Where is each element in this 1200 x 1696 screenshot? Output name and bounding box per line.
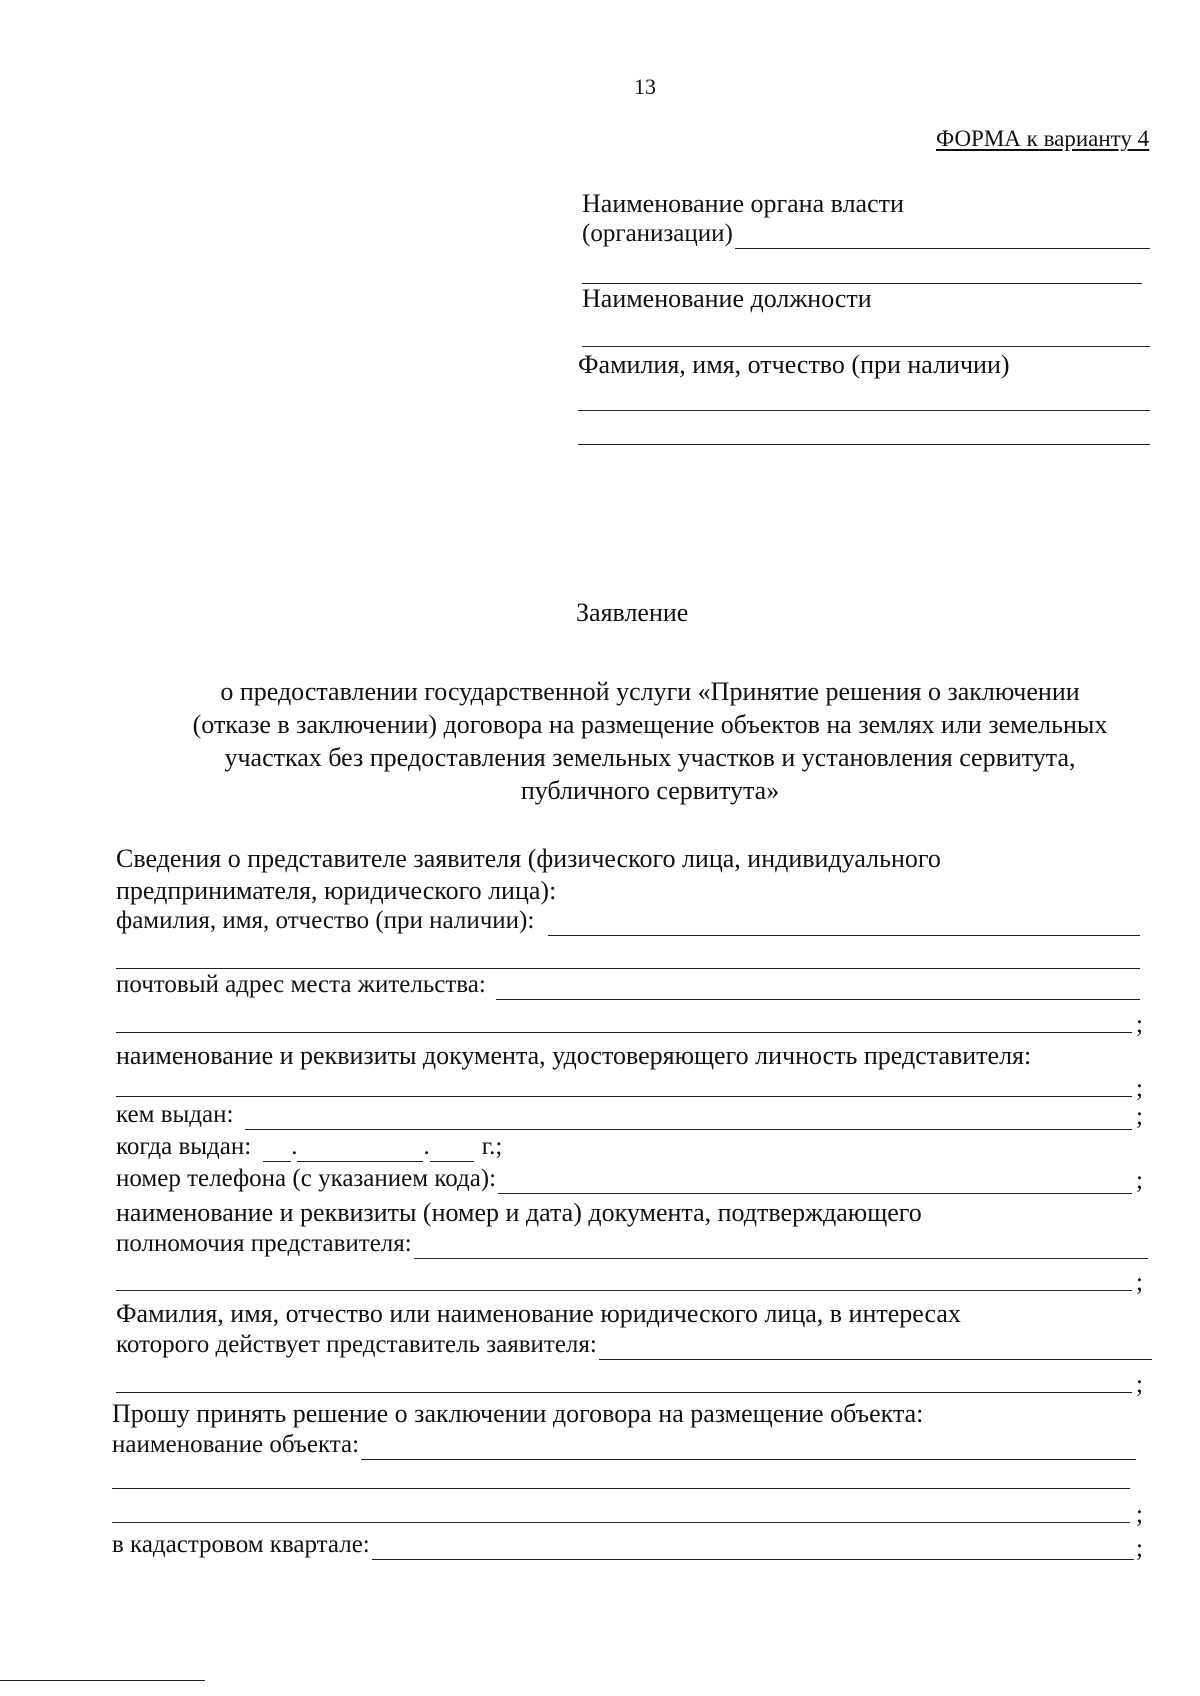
semicolon: ; — [1136, 1103, 1143, 1130]
rep-address-field[interactable] — [496, 977, 1140, 1000]
date-year-suffix: г.; — [481, 1133, 503, 1160]
position-label: Наименование должности — [582, 284, 872, 313]
rep-phone-row — [116, 1164, 1132, 1194]
cadastral-quarter-label: в кадастровом квартале: — [112, 1531, 370, 1558]
org-name-label: Наименование органа власти — [582, 189, 904, 218]
cadastral-quarter-row — [112, 1530, 1134, 1560]
rep-issued-by-field[interactable] — [245, 1107, 1132, 1130]
rep-id-doc-field[interactable] — [116, 1096, 1132, 1097]
date-month-field[interactable] — [297, 1139, 423, 1162]
object-name-field[interactable] — [361, 1437, 1136, 1460]
principal-field-2[interactable] — [116, 1392, 1132, 1393]
org-name-label-2: (организации) — [582, 220, 733, 247]
rep-issued-by-label: кем выдан: — [116, 1101, 234, 1128]
rep-authority-label-2: полномочия представителя: — [116, 1230, 412, 1257]
rep-heading-2: предпринимателя, юридического лица): — [116, 876, 557, 905]
rep-phone-field[interactable] — [498, 1171, 1132, 1194]
fio-field-1[interactable] — [578, 410, 1150, 411]
document-title: Заявление — [576, 598, 689, 627]
fio-label: Фамилия, имя, отчество (при наличии) — [578, 350, 1010, 379]
rep-authority-field-2[interactable] — [116, 1290, 1132, 1291]
semicolon: ; — [1136, 1167, 1143, 1194]
rep-authority-row — [116, 1229, 1148, 1259]
date-dot-1: . — [291, 1133, 298, 1160]
date-dot-2: . — [423, 1133, 430, 1160]
rep-authority-field[interactable] — [414, 1236, 1148, 1259]
footnote-separator — [0, 1680, 205, 1681]
subtitle-line-3: участках без предоставления земельных участков и установления сервитута, — [224, 743, 1076, 772]
rep-id-doc-label: наименование и реквизиты документа, удостоверяющего личность представителя: — [116, 1041, 1032, 1070]
form-label: ФОРМА к варианту 4 — [936, 126, 1150, 151]
request-label: Прошу принять решение о заключении договора на размещение объекта: — [112, 1399, 924, 1428]
rep-address-row — [116, 970, 1140, 1000]
object-name-field-3[interactable] — [112, 1522, 1130, 1523]
subtitle-line-4: публичного сервитута» — [520, 776, 780, 805]
semicolon: ; — [1136, 1371, 1143, 1398]
org-name-field[interactable] — [735, 226, 1150, 249]
principal-label-1: Фамилия, имя, отчество или наименование юридического лица, в интересах — [116, 1299, 961, 1328]
rep-heading-1: Сведения о представителе заявителя (физического лица, индивидуального — [116, 844, 941, 873]
page-number: 13 — [634, 74, 656, 99]
object-name-row — [112, 1430, 1136, 1460]
subtitle-line-1: о предоставлении государственной услуги «Принятие решения о заключении — [220, 677, 1080, 706]
rep-issued-by-row — [116, 1100, 1132, 1130]
principal-row — [116, 1330, 1152, 1360]
fio-field-2[interactable] — [578, 444, 1150, 445]
cadastral-quarter-field[interactable] — [372, 1537, 1134, 1560]
rep-address-label: почтовый адрес места жительства: — [116, 971, 486, 998]
semicolon: ; — [1136, 1075, 1143, 1102]
principal-field[interactable] — [599, 1337, 1152, 1360]
principal-label-2: которого действует представитель заявителя: — [116, 1331, 597, 1358]
semicolon: ; — [1136, 1535, 1143, 1562]
rep-fio-label: фамилия, имя, отчество (при наличии): — [116, 907, 535, 934]
org-name-row — [582, 219, 1150, 249]
rep-fio-field-2[interactable] — [116, 968, 1140, 969]
semicolon: ; — [1136, 1011, 1143, 1038]
semicolon: ; — [1136, 1501, 1143, 1528]
rep-fio-field[interactable] — [548, 913, 1140, 936]
rep-issued-when-label: когда выдан: — [116, 1133, 252, 1160]
object-name-label: наименование объекта: — [112, 1431, 360, 1458]
rep-fio-row — [116, 906, 1140, 936]
date-day-field[interactable] — [263, 1139, 291, 1162]
subtitle-line-2: (отказе в заключении) договора на размещение объектов на землях или земельных — [192, 710, 1108, 739]
rep-issued-when-row — [116, 1132, 502, 1162]
rep-address-field-2[interactable] — [116, 1032, 1132, 1033]
object-name-field-2[interactable] — [112, 1488, 1130, 1489]
position-field[interactable] — [582, 346, 1150, 347]
semicolon: ; — [1136, 1269, 1143, 1296]
date-year-field[interactable] — [430, 1139, 474, 1162]
rep-phone-label: номер телефона (с указанием кода): — [116, 1165, 497, 1192]
rep-authority-label-1: наименование и реквизиты (номер и дата) документа, подтверждающего — [116, 1198, 922, 1227]
